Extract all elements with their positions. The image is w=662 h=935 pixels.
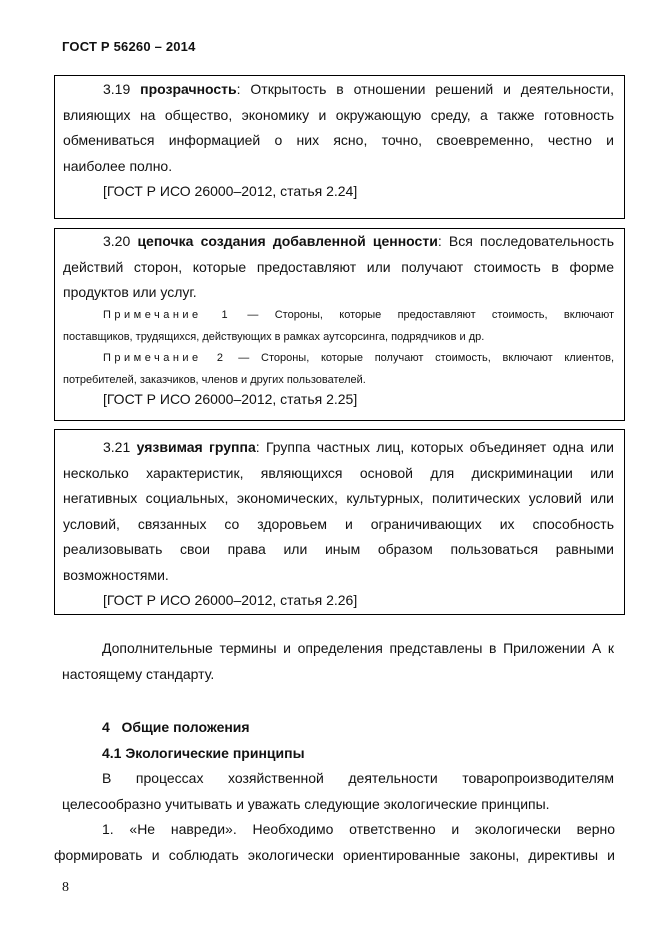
term-definition	[63, 229, 614, 306]
term-definition-line: возможностями.	[63, 566, 169, 583]
term-box-3-21	[54, 429, 625, 615]
term-definition-line: условий, связанных со здоровьем и ограничивающих их способность	[63, 515, 614, 532]
term-definition-line: обмениваться информацией о них ясно, точно, своевременно, честно и	[63, 132, 614, 148]
additional-terms-paragraph: Дополнительные термины и определения представлены в Приложении А к настоящему стандарту.	[62, 640, 614, 682]
paragraph-line: В процессах хозяйственной деятельности товаропроизводителям	[102, 770, 614, 786]
page-number: 8	[62, 880, 69, 895]
term-number: 3.19	[103, 81, 131, 97]
paragraph-line: целесообразно учитывать и уважать следующие экологические принципы.	[62, 795, 550, 812]
term-source: [ГОСТ Р ИСО 26000–2012, статья 2.25]	[103, 391, 358, 407]
term-box-3-20	[54, 228, 625, 421]
term-name: уязвимая группа	[136, 439, 256, 455]
paragraph-line: 1. «Не навреди». Необходимо ответственно и экологически верно	[102, 821, 615, 837]
subsection-heading: 4.1 Экологические принципы	[102, 744, 305, 761]
term-number: 3.20	[103, 233, 131, 249]
note-text: — Стороны, которые получают стоимость, включают клиентов,	[226, 352, 614, 364]
section-heading: 4 Общие положения	[102, 719, 250, 735]
note-text: — Стороны, которые предоставляют стоимость, включают	[231, 309, 615, 321]
term-definition-line: : Группа частных лиц, которых объединяет одна или	[255, 439, 614, 455]
paragraph-line: формировать и соблюдать экологически ориентированные законы, директивы и	[54, 846, 615, 863]
term-source: [ГОСТ Р ИСО 26000–2012, статья 2.26]	[103, 592, 358, 608]
term-box-3-19	[54, 75, 625, 219]
term-definition-line: продуктов или услуг.	[63, 284, 197, 300]
term-name: цепочка создания добавленной ценности	[137, 233, 438, 249]
term-definition-line: : Открытость в отношении решений и деятельности,	[236, 81, 615, 97]
note-label: Примечание 1	[103, 309, 232, 321]
term-definition	[63, 77, 614, 205]
term-definition-line: действий сторон, которые предоставляют или получают стоимость в форме	[63, 258, 614, 275]
term-definition-line: наиболее полно.	[63, 157, 173, 174]
term-definition-line: несколько характеристик, являющихся основой для дискриминации или	[63, 464, 614, 481]
section-4	[62, 715, 614, 817]
note-text: поставщиков, трудящихся, действующих в рамках аутсорсинга, подрядчиков и др.	[63, 330, 485, 343]
term-definition-line: влияющих на общество, экономику и окружающую среду, а также готовность	[63, 106, 614, 123]
term-definition-line: негативных социальных, экономических, культурных, политических условий или	[63, 490, 614, 506]
note-1	[63, 305, 614, 348]
term-number: 3.21	[103, 439, 131, 455]
principle-1	[54, 817, 615, 868]
term-name: прозрачность	[140, 81, 237, 97]
note-2	[63, 348, 614, 391]
term-source: [ГОСТ Р ИСО 26000–2012, статья 2.24]	[103, 183, 358, 199]
document-header: ГОСТ Р 56260 – 2014	[62, 39, 196, 54]
note-text: потребителей, заказчиков, членов и других пользователей.	[63, 373, 366, 386]
term-definition-line: реализовывать свои права или иным образом пользоваться равными	[63, 541, 614, 557]
term-definition	[63, 435, 614, 614]
note-label: Примечание 2	[103, 352, 227, 364]
term-definition-line: : Вся последовательность	[437, 233, 614, 249]
